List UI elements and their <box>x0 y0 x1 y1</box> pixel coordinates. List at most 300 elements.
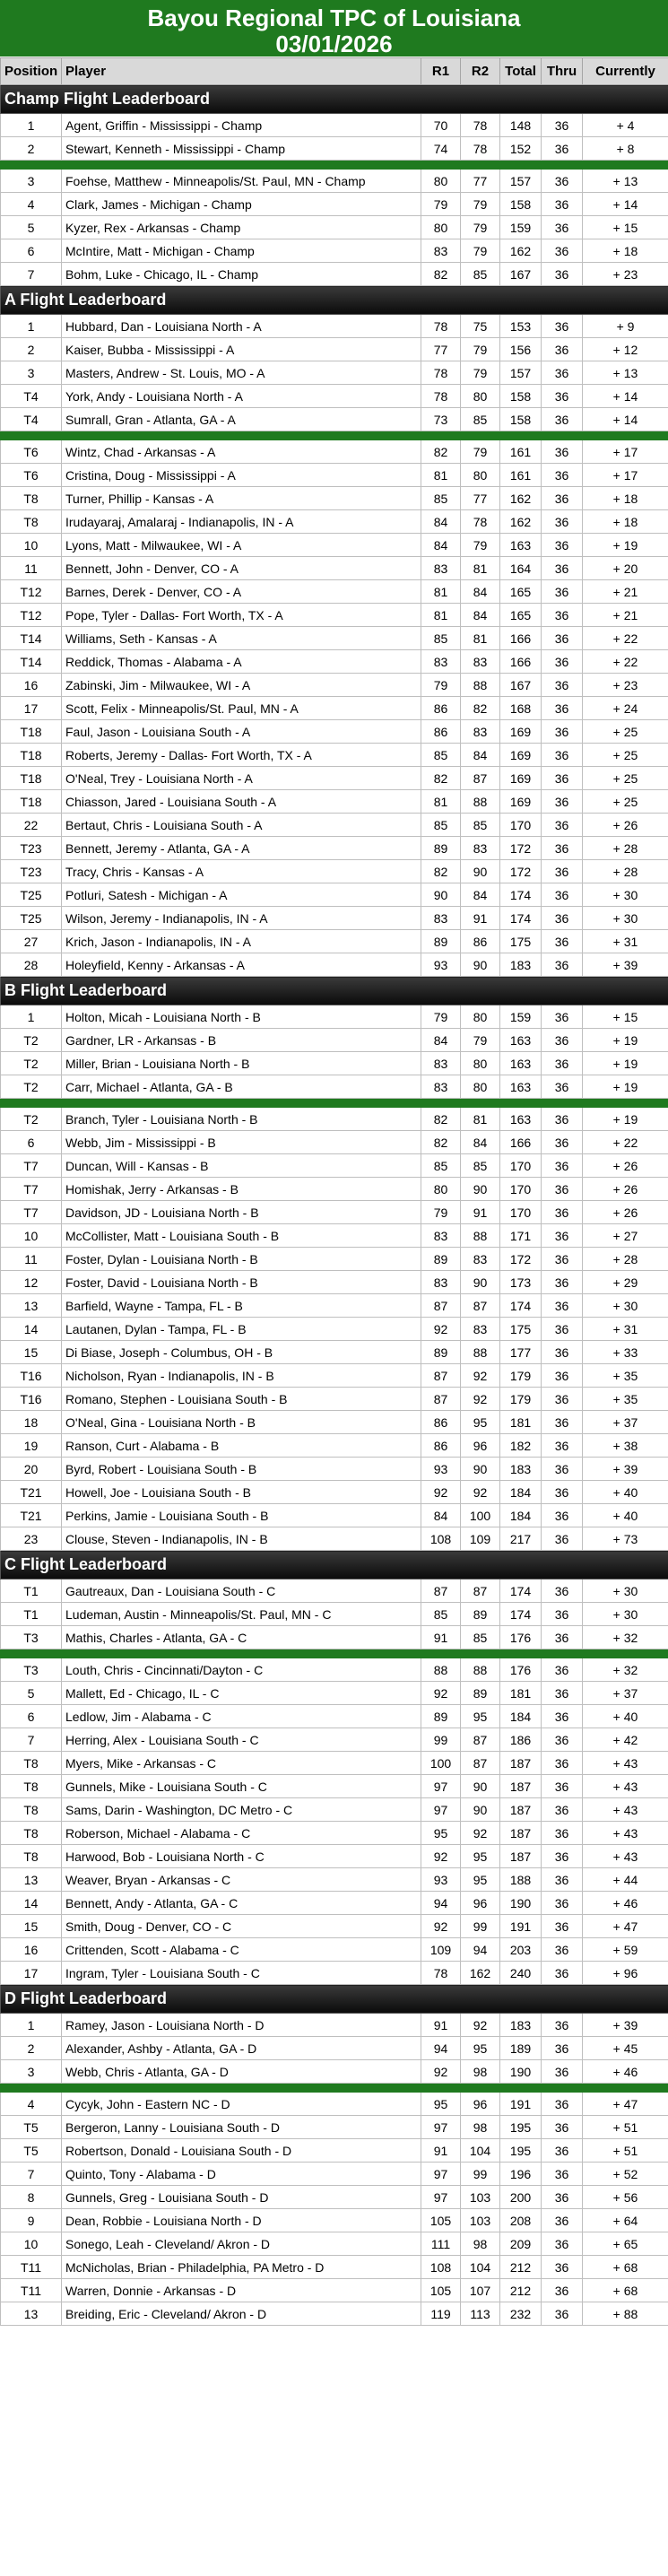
player-cell: Cycyk, John - Eastern NC - D <box>62 2093 421 2116</box>
flight-section-header <box>1 977 668 1005</box>
thru-cell: 36 <box>542 361 583 385</box>
player-cell: Cristina, Doug - Mississippi - A <box>62 464 421 487</box>
thru-cell: 36 <box>542 2186 583 2209</box>
r1-cell: 92 <box>421 2060 461 2084</box>
table-row <box>1 263 668 286</box>
table-row <box>1 440 668 464</box>
r1-cell: 105 <box>421 2279 461 2302</box>
thru-cell: 36 <box>542 464 583 487</box>
table-row <box>1 1005 668 1029</box>
thru-cell: 36 <box>542 239 583 263</box>
position-cell: 14 <box>1 1892 62 1915</box>
leaderboard-body <box>1 85 668 2326</box>
r1-cell: 80 <box>421 1178 461 1201</box>
table-row <box>1 1892 668 1915</box>
player-cell: Holeyfield, Kenny - Arkansas - A <box>62 953 421 977</box>
position-cell: 1 <box>1 114 62 137</box>
currently-cell: + 30 <box>583 1294 668 1318</box>
currently-cell: + 18 <box>583 239 668 263</box>
player-cell: Branch, Tyler - Louisiana North - B <box>62 1108 421 1131</box>
thru-cell: 36 <box>542 790 583 814</box>
table-row <box>1 315 668 338</box>
thru-cell: 36 <box>542 137 583 161</box>
table-row <box>1 1434 668 1458</box>
r2-cell: 95 <box>461 1705 500 1728</box>
table-row <box>1 1822 668 1845</box>
thru-cell: 36 <box>542 907 583 930</box>
thru-cell: 36 <box>542 1603 583 1626</box>
currently-cell: + 35 <box>583 1388 668 1411</box>
player-cell: Roberson, Michael - Alabama - C <box>62 1822 421 1845</box>
thru-cell: 36 <box>542 2139 583 2163</box>
table-row <box>1 2209 668 2232</box>
r1-cell: 77 <box>421 338 461 361</box>
thru-cell: 36 <box>542 1822 583 1845</box>
r1-cell: 90 <box>421 883 461 907</box>
leaderboard-table <box>0 57 668 2326</box>
position-cell: T1 <box>1 1580 62 1603</box>
total-cell: 187 <box>500 1822 542 1845</box>
r2-cell: 94 <box>461 1938 500 1962</box>
position-cell: T14 <box>1 627 62 650</box>
currently-cell: + 24 <box>583 697 668 720</box>
total-cell: 172 <box>500 1248 542 1271</box>
position-cell: T11 <box>1 2279 62 2302</box>
currently-cell: + 19 <box>583 1052 668 1075</box>
r1-cell: 80 <box>421 170 461 193</box>
position-cell: T18 <box>1 790 62 814</box>
thru-cell: 36 <box>542 1682 583 1705</box>
currently-cell: + 96 <box>583 1962 668 1985</box>
player-cell: Carr, Michael - Atlanta, GA - B <box>62 1075 421 1099</box>
total-cell: 183 <box>500 1458 542 1481</box>
position-cell: T25 <box>1 883 62 907</box>
thru-cell: 36 <box>542 193 583 216</box>
r2-cell: 87 <box>461 1728 500 1752</box>
r2-cell: 80 <box>461 464 500 487</box>
currently-cell: + 32 <box>583 1626 668 1649</box>
currently-cell: + 26 <box>583 1154 668 1178</box>
r2-cell: 87 <box>461 1294 500 1318</box>
table-row <box>1 1682 668 1705</box>
thru-cell: 36 <box>542 1075 583 1099</box>
r2-cell: 79 <box>461 361 500 385</box>
r2-cell: 88 <box>461 1658 500 1682</box>
currently-cell: + 23 <box>583 263 668 286</box>
position-cell: T8 <box>1 1798 62 1822</box>
r2-cell: 92 <box>461 1364 500 1388</box>
r1-cell: 105 <box>421 2209 461 2232</box>
player-cell: Byrd, Robert - Louisiana South - B <box>62 1458 421 1481</box>
player-cell: Barfield, Wayne - Tampa, FL - B <box>62 1294 421 1318</box>
currently-cell: + 15 <box>583 216 668 239</box>
table-row <box>1 408 668 431</box>
r1-cell: 82 <box>421 1108 461 1131</box>
r2-cell: 90 <box>461 1178 500 1201</box>
table-row <box>1 534 668 557</box>
r1-cell: 83 <box>421 239 461 263</box>
r2-cell: 84 <box>461 1131 500 1154</box>
position-cell: T21 <box>1 1504 62 1527</box>
r1-cell: 94 <box>421 1892 461 1915</box>
total-cell: 209 <box>500 2232 542 2256</box>
position-cell: 11 <box>1 1248 62 1271</box>
r1-cell: 81 <box>421 580 461 604</box>
r1-cell: 79 <box>421 1005 461 1029</box>
thru-cell: 36 <box>542 1580 583 1603</box>
position-cell: 6 <box>1 1705 62 1728</box>
table-row <box>1 1271 668 1294</box>
thru-cell: 36 <box>542 2014 583 2037</box>
total-cell: 187 <box>500 1775 542 1798</box>
r2-cell: 81 <box>461 1108 500 1131</box>
position-cell: 20 <box>1 1458 62 1481</box>
r2-cell: 79 <box>461 338 500 361</box>
total-cell: 158 <box>500 385 542 408</box>
position-cell: T8 <box>1 1822 62 1845</box>
r2-cell: 109 <box>461 1527 500 1551</box>
position-cell: 13 <box>1 2302 62 2326</box>
thru-cell: 36 <box>542 1775 583 1798</box>
r2-cell: 98 <box>461 2060 500 2084</box>
table-row <box>1 2256 668 2279</box>
position-cell: 3 <box>1 361 62 385</box>
player-cell: Perkins, Jamie - Louisiana South - B <box>62 1504 421 1527</box>
total-cell: 182 <box>500 1434 542 1458</box>
position-cell: 16 <box>1 1938 62 1962</box>
r2-cell: 87 <box>461 1580 500 1603</box>
player-cell: Lyons, Matt - Milwaukee, WI - A <box>62 534 421 557</box>
table-row <box>1 487 668 510</box>
position-cell: 5 <box>1 216 62 239</box>
r1-cell: 80 <box>421 216 461 239</box>
position-cell: 6 <box>1 239 62 263</box>
thru-cell: 36 <box>542 2209 583 2232</box>
table-row <box>1 557 668 580</box>
thru-cell: 36 <box>542 1798 583 1822</box>
r2-cell: 88 <box>461 790 500 814</box>
r1-cell: 73 <box>421 408 461 431</box>
r1-cell: 84 <box>421 510 461 534</box>
player-cell: Ramey, Jason - Louisiana North - D <box>62 2014 421 2037</box>
player-cell: Ludeman, Austin - Minneapolis/St. Paul, MN - C <box>62 1603 421 1626</box>
table-row <box>1 2186 668 2209</box>
player-cell: Ingram, Tyler - Louisiana South - C <box>62 1962 421 1985</box>
r2-cell: 81 <box>461 557 500 580</box>
thru-cell: 36 <box>542 604 583 627</box>
r1-cell: 79 <box>421 193 461 216</box>
table-row <box>1 1626 668 1649</box>
player-cell: O'Neal, Trey - Louisiana North - A <box>62 767 421 790</box>
r2-cell: 96 <box>461 1892 500 1915</box>
position-cell: 14 <box>1 1318 62 1341</box>
currently-cell: + 20 <box>583 557 668 580</box>
r2-cell: 95 <box>461 2037 500 2060</box>
table-row <box>1 114 668 137</box>
r2-cell: 83 <box>461 1318 500 1341</box>
r1-cell: 89 <box>421 1705 461 1728</box>
total-cell: 169 <box>500 744 542 767</box>
position-cell: T3 <box>1 1658 62 1682</box>
thru-cell: 36 <box>542 487 583 510</box>
thru-cell: 36 <box>542 1434 583 1458</box>
position-cell: 18 <box>1 1411 62 1434</box>
r1-cell: 94 <box>421 2037 461 2060</box>
currently-cell: + 26 <box>583 814 668 837</box>
position-cell: T18 <box>1 767 62 790</box>
total-cell: 158 <box>500 408 542 431</box>
table-row <box>1 1248 668 1271</box>
thru-cell: 36 <box>542 2163 583 2186</box>
table-row <box>1 1108 668 1131</box>
currently-cell: + 43 <box>583 1775 668 1798</box>
position-cell: T8 <box>1 487 62 510</box>
position-cell: T1 <box>1 1603 62 1626</box>
r1-cell: 108 <box>421 1527 461 1551</box>
thru-cell: 36 <box>542 263 583 286</box>
table-row <box>1 627 668 650</box>
player-cell: Tracy, Chris - Kansas - A <box>62 860 421 883</box>
player-cell: Homishak, Jerry - Arkansas - B <box>62 1178 421 1201</box>
position-cell: 5 <box>1 1682 62 1705</box>
thru-cell: 36 <box>542 1658 583 1682</box>
position-cell: T2 <box>1 1029 62 1052</box>
currently-cell: + 88 <box>583 2302 668 2326</box>
r2-cell: 95 <box>461 1868 500 1892</box>
total-cell: 162 <box>500 487 542 510</box>
table-row <box>1 1962 668 1985</box>
r2-cell: 80 <box>461 385 500 408</box>
total-cell: 156 <box>500 338 542 361</box>
player-cell: Foehse, Matthew - Minneapolis/St. Paul, MN - Champ <box>62 170 421 193</box>
player-cell: Hubbard, Dan - Louisiana North - A <box>62 315 421 338</box>
thru-cell: 36 <box>542 697 583 720</box>
r1-cell: 78 <box>421 385 461 408</box>
total-cell: 169 <box>500 767 542 790</box>
thru-cell: 36 <box>542 408 583 431</box>
table-row <box>1 385 668 408</box>
r1-cell: 87 <box>421 1294 461 1318</box>
player-cell: Sams, Darin - Washington, DC Metro - C <box>62 1798 421 1822</box>
player-cell: Faul, Jason - Louisiana South - A <box>62 720 421 744</box>
player-cell: Chiasson, Jared - Louisiana South - A <box>62 790 421 814</box>
table-row <box>1 2037 668 2060</box>
total-cell: 152 <box>500 137 542 161</box>
r2-cell: 92 <box>461 1481 500 1504</box>
r2-cell: 79 <box>461 216 500 239</box>
player-cell: Reddick, Thomas - Alabama - A <box>62 650 421 674</box>
flight-title: D Flight Leaderboard <box>1 1985 668 2014</box>
table-row <box>1 674 668 697</box>
player-cell: Alexander, Ashby - Atlanta, GA - D <box>62 2037 421 2060</box>
table-row <box>1 1388 668 1411</box>
position-cell: T16 <box>1 1388 62 1411</box>
position-cell: T8 <box>1 1775 62 1798</box>
table-row <box>1 1201 668 1224</box>
total-cell: 212 <box>500 2279 542 2302</box>
cut-line-bar <box>1 161 668 170</box>
table-row <box>1 837 668 860</box>
position-cell: 7 <box>1 263 62 286</box>
r2-cell: 103 <box>461 2186 500 2209</box>
position-cell: 1 <box>1 2014 62 2037</box>
r1-cell: 81 <box>421 790 461 814</box>
position-cell: 15 <box>1 1915 62 1938</box>
currently-cell: + 22 <box>583 1131 668 1154</box>
r2-cell: 84 <box>461 580 500 604</box>
r1-cell: 83 <box>421 1224 461 1248</box>
r1-cell: 89 <box>421 930 461 953</box>
currently-cell: + 46 <box>583 2060 668 2084</box>
position-cell: T2 <box>1 1075 62 1099</box>
player-cell: Foster, Dylan - Louisiana North - B <box>62 1248 421 1271</box>
position-cell: T18 <box>1 744 62 767</box>
column-header-row <box>1 58 668 85</box>
position-cell: 23 <box>1 1527 62 1551</box>
position-cell: 2 <box>1 137 62 161</box>
r2-cell: 80 <box>461 1052 500 1075</box>
r2-cell: 113 <box>461 2302 500 2326</box>
r2-cell: 98 <box>461 2116 500 2139</box>
currently-cell: + 40 <box>583 1481 668 1504</box>
currently-cell: + 9 <box>583 315 668 338</box>
position-cell: 13 <box>1 1294 62 1318</box>
r1-cell: 111 <box>421 2232 461 2256</box>
thru-cell: 36 <box>542 650 583 674</box>
thru-cell: 36 <box>542 1364 583 1388</box>
r1-cell: 97 <box>421 2163 461 2186</box>
r1-cell: 92 <box>421 1845 461 1868</box>
total-cell: 166 <box>500 627 542 650</box>
table-row <box>1 2232 668 2256</box>
r1-cell: 86 <box>421 1411 461 1434</box>
thru-cell: 36 <box>542 1962 583 1985</box>
event-date: 03/01/2026 <box>275 30 393 57</box>
thru-cell: 36 <box>542 510 583 534</box>
r1-cell: 85 <box>421 487 461 510</box>
thru-cell: 36 <box>542 440 583 464</box>
player-cell: Duncan, Will - Kansas - B <box>62 1154 421 1178</box>
thru-cell: 36 <box>542 744 583 767</box>
r2-cell: 85 <box>461 814 500 837</box>
player-cell: Romano, Stephen - Louisiana South - B <box>62 1388 421 1411</box>
currently-cell: + 15 <box>583 1005 668 1029</box>
table-row <box>1 1341 668 1364</box>
thru-cell: 36 <box>542 534 583 557</box>
player-cell: Williams, Seth - Kansas - A <box>62 627 421 650</box>
r2-cell: 85 <box>461 408 500 431</box>
position-cell: 2 <box>1 338 62 361</box>
player-cell: Davidson, JD - Louisiana North - B <box>62 1201 421 1224</box>
currently-cell: + 17 <box>583 440 668 464</box>
total-cell: 161 <box>500 440 542 464</box>
currently-cell: + 30 <box>583 883 668 907</box>
flight-section-header <box>1 1551 668 1580</box>
r2-cell: 96 <box>461 1434 500 1458</box>
r1-cell: 78 <box>421 361 461 385</box>
r1-cell: 97 <box>421 1775 461 1798</box>
cut-line-divider <box>1 161 668 170</box>
r1-cell: 97 <box>421 1798 461 1822</box>
thru-cell: 36 <box>542 1388 583 1411</box>
r1-cell: 87 <box>421 1388 461 1411</box>
total-cell: 196 <box>500 2163 542 2186</box>
r1-cell: 88 <box>421 1658 461 1682</box>
currently-cell: + 43 <box>583 1798 668 1822</box>
total-cell: 189 <box>500 2037 542 2060</box>
thru-cell: 36 <box>542 1224 583 1248</box>
player-cell: Kaiser, Bubba - Mississippi - A <box>62 338 421 361</box>
table-row <box>1 790 668 814</box>
currently-cell: + 39 <box>583 953 668 977</box>
currently-cell: + 51 <box>583 2116 668 2139</box>
r2-cell: 95 <box>461 1845 500 1868</box>
player-cell: Crittenden, Scott - Alabama - C <box>62 1938 421 1962</box>
position-cell: 17 <box>1 1962 62 1985</box>
thru-cell: 36 <box>542 1527 583 1551</box>
currently-cell: + 30 <box>583 1603 668 1626</box>
position-cell: T18 <box>1 720 62 744</box>
currently-cell: + 26 <box>583 1201 668 1224</box>
player-cell: Holton, Micah - Louisiana North - B <box>62 1005 421 1029</box>
table-row <box>1 2060 668 2084</box>
thru-cell: 36 <box>542 385 583 408</box>
r2-cell: 88 <box>461 1341 500 1364</box>
thru-cell: 36 <box>542 1318 583 1341</box>
total-cell: 184 <box>500 1481 542 1504</box>
r2-cell: 100 <box>461 1504 500 1527</box>
position-cell: T23 <box>1 860 62 883</box>
table-row <box>1 930 668 953</box>
r2-cell: 107 <box>461 2279 500 2302</box>
currently-cell: + 68 <box>583 2279 668 2302</box>
total-cell: 159 <box>500 1005 542 1029</box>
r1-cell: 82 <box>421 767 461 790</box>
thru-cell: 36 <box>542 1752 583 1775</box>
thru-cell: 36 <box>542 1938 583 1962</box>
table-row <box>1 1029 668 1052</box>
player-cell: Potluri, Satesh - Michigan - A <box>62 883 421 907</box>
position-cell: T12 <box>1 604 62 627</box>
currently-cell: + 29 <box>583 1271 668 1294</box>
total-cell: 232 <box>500 2302 542 2326</box>
player-cell: Bohm, Luke - Chicago, IL - Champ <box>62 263 421 286</box>
total-cell: 181 <box>500 1411 542 1434</box>
position-cell: T23 <box>1 837 62 860</box>
table-row <box>1 1364 668 1388</box>
flight-title: Champ Flight Leaderboard <box>1 85 668 114</box>
r2-cell: 89 <box>461 1682 500 1705</box>
total-cell: 172 <box>500 837 542 860</box>
r1-cell: 81 <box>421 604 461 627</box>
total-cell: 162 <box>500 239 542 263</box>
r2-cell: 89 <box>461 1603 500 1626</box>
player-cell: Foster, David - Louisiana North - B <box>62 1271 421 1294</box>
r2-cell: 162 <box>461 1962 500 1985</box>
position-cell: T5 <box>1 2116 62 2139</box>
r1-cell: 91 <box>421 1626 461 1649</box>
table-row <box>1 907 668 930</box>
position-cell: 27 <box>1 930 62 953</box>
r1-cell: 108 <box>421 2256 461 2279</box>
r2-cell: 77 <box>461 170 500 193</box>
r1-cell: 100 <box>421 1752 461 1775</box>
table-row <box>1 1411 668 1434</box>
thru-cell: 36 <box>542 1481 583 1504</box>
player-cell: Gunnels, Mike - Louisiana South - C <box>62 1775 421 1798</box>
table-row <box>1 650 668 674</box>
r1-cell: 79 <box>421 674 461 697</box>
